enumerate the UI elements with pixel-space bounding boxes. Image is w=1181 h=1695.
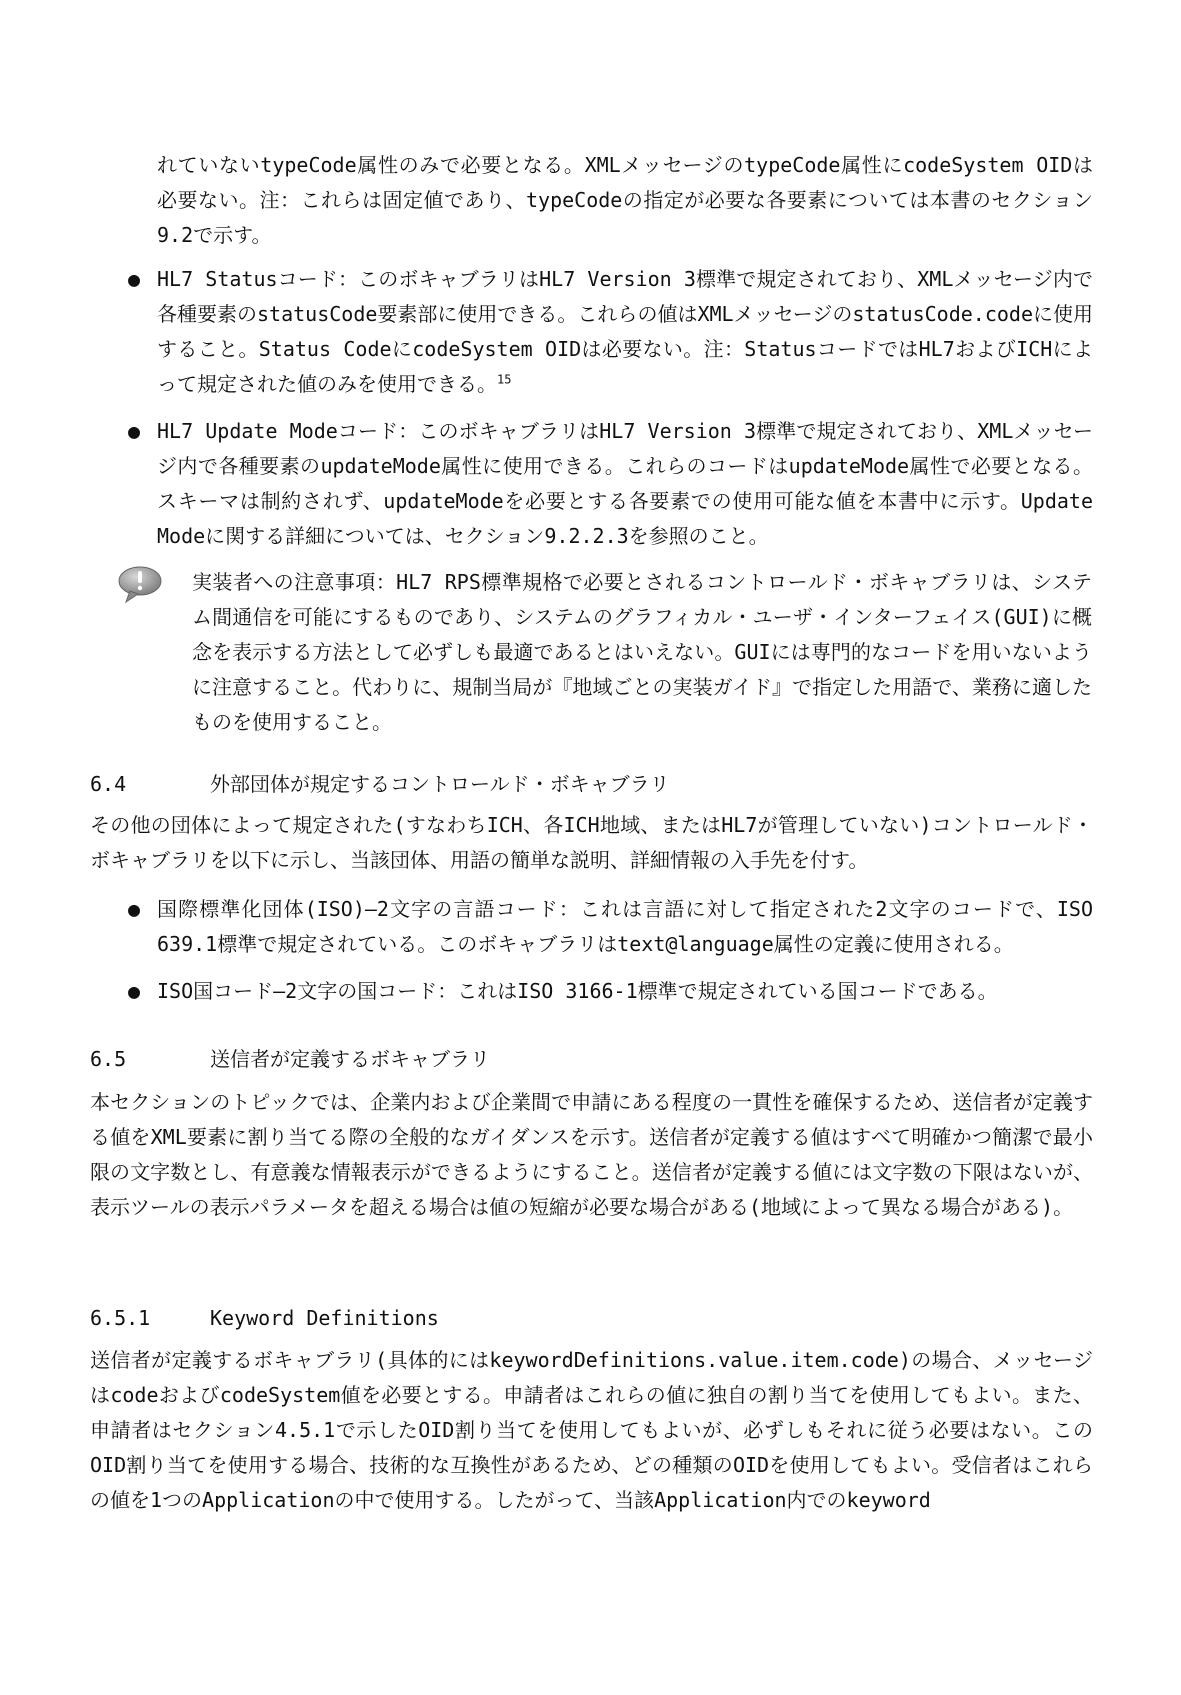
section-heading [90,767,1093,802]
list-item-text: 国際標準化団体(ISO)―2文字の言語コード：これは言語に対して指定された2文字のコードで、ISO 639.1標準で規定されている。このボキャブラリはtext@language属性の定義に使用される。 [157,897,1093,956]
section-heading [90,1301,1093,1336]
bullet-icon: ● [127,267,141,291]
bullet-icon: ● [127,419,141,443]
list-item [127,414,1093,554]
section-title: Keyword Definitions [210,1306,439,1330]
list-item [127,892,1093,962]
footnote-marker[interactable]: 15 [497,372,512,387]
section-title: 外部団体が規定するコントロールド・ボキャブラリ [210,772,670,796]
section-paragraph: 送信者が定義するボキャブラリ(具体的にはkeywordDefinitions.value.item.code)の場合、メッセージはcodeおよびcodeSystem値を必要とする。申請者はこれらの値に独自の割り当てを使用してもよい。また、申請者はセクション4.5.1で示したOID割り当てを使用してもよいが、必ずしもそれに従う必要はない。このOID割り当てを使用する場合、技術的な互換性があるため、どの種類のOIDを使用してもよい。受信者はこれらの値を1つのApplicationの中で使用する。したがって、当該Application内でのkeyword [90,1348,1093,1512]
note-text: 実装者への注意事項：HL7 RPS標準規格で必要とされるコントロールド・ボキャブラリは、システム間通信を可能にするものであり、システムのグラフィカル・ユーザ・インターフェイス(GUI)に概念を表示する方法として必ずしも最適であるとはいえない。GUIには専門的なコードを用いないように注意すること。代わりに、規制当局が『地域ごとの実装ガイド』で指定した用語で、業務に適したものを使用すること。 [192,570,1092,734]
list-item [127,262,1093,402]
list-item-text: ISO国コード―2文字の国コード：これはISO 3166-1標準で規定されている国コードである。 [157,979,998,1003]
list-item [127,974,1093,1009]
intro-paragraph: れていないtypeCode属性のみで必要となる。XMLメッセージのtypeCode属性にcodeSystem OIDは必要ない。注：これらは固定値であり、typeCodeの指定が必要な各要素については本書のセクション9.2で示す。 [157,153,1093,247]
speech-bubble-exclamation-icon [116,565,164,605]
section-paragraph: 本セクションのトピックでは、企業内および企業間で申請にある程度の一貫性を確保するため、送信者が定義する値をXML要素に割り当てる際の全般的なガイダンスを示す。送信者が定義する値はすべて明確かつ簡潔で最小限の文字数とし、有意義な情報表示ができるようにすること。送信者が定義する値には文字数の下限はないが、表示ツールの表示パラメータを超える場合は値の短縮が必要な場合がある(地域によって異なる場合がある)。 [90,1090,1093,1219]
section-paragraph: その他の団体によって規定された(すなわちICH、各ICH地域、またはHL7が管理していない)コントロールド・ボキャブラリを以下に示し、当該団体、用語の簡単な説明、詳細情報の入手先を付す。 [90,813,1093,872]
list-item-text: HL7 Statusコード：このボキャブラリはHL7 Version 3標準で規定されており、XMLメッセージ内で各種要素のstatusCode要素部に使用できる。これらの値はXMLメッセージのstatusCode.codeに使用すること。Status CodeにcodeSystem OIDは必要ない。注：StatusコードではHL7およびICHによって規定された値のみを使用できる。 [157,267,1093,396]
section-heading [90,1042,1093,1077]
section-number: 6.5 [90,1047,127,1071]
list-item-text: HL7 Update Modeコード：このボキャブラリはHL7 Version 3標準で規定されており、XMLメッセージ内で各種要素のupdateMode属性に使用できる。これらのコードはupdateMode属性で必要となる。スキーマは制約されず、updateModeを必要とする各要素での使用可能な値を本書中に示す。Update Modeに関する詳細については、セクション9.2.2.3を参照のこと。 [157,419,1093,548]
bullet-icon: ● [127,897,141,921]
bullet-icon: ● [127,979,141,1003]
section-number: 6.5.1 [90,1306,151,1330]
implementer-note [110,565,1093,745]
section-title: 送信者が定義するボキャブラリ [210,1047,490,1071]
section-number: 6.4 [90,772,127,796]
